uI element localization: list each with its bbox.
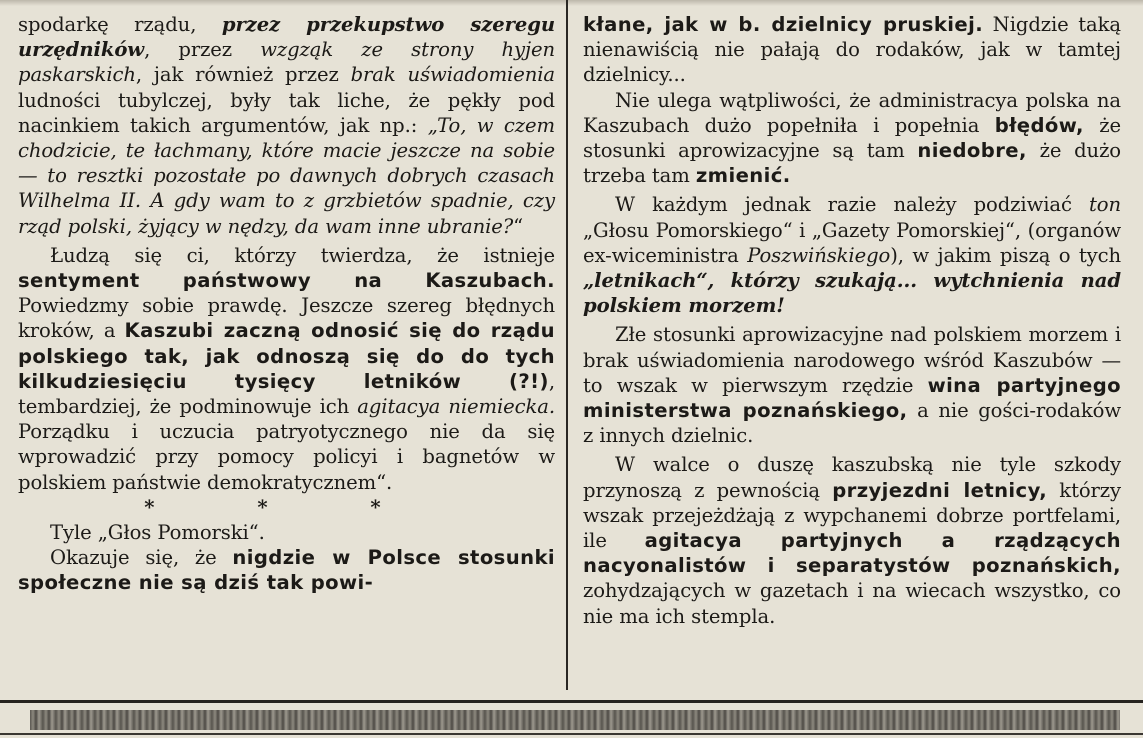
top-header-remnant bbox=[0, 0, 1143, 6]
text-run: “ bbox=[513, 214, 524, 238]
italic-text-run: wzgząk ze strony hyjen paskarskich bbox=[18, 38, 555, 87]
text-run: że stosunki aprowizacyjne są tam bbox=[583, 113, 1121, 163]
text-run: Nigdzie taką nienawiścią nie pałają do rodaków, jak w tamtej dzielnicy... bbox=[583, 13, 1121, 87]
bottom-ornament-band bbox=[30, 710, 1120, 730]
text-run: spodarkę rządu, bbox=[18, 13, 222, 36]
text-run: W każdym jednak razie należy podziwiać bbox=[615, 193, 1089, 217]
text-run: , jak również przez bbox=[135, 63, 351, 87]
bold-text-run: przyjezdni letnicy, bbox=[832, 478, 1048, 502]
text-run: , tembardziej, że podminowuje ich bbox=[18, 369, 555, 419]
column-divider bbox=[566, 0, 568, 690]
text-run: Złe stosunki aprowizacyjne nad polskiem morzem i brak uświadomienia narodowego wśród Kaszubów — to wszak w pierwszym rzędzie bbox=[583, 323, 1121, 397]
left-paragraph-3: Tyle „Głos Pomorski“. bbox=[50, 521, 265, 545]
text-run: „Głosu Pomorskiego“ i „Gazety Pomorskiej“, (organów ex-wiceministra bbox=[583, 218, 1121, 267]
italic-text-run: Poszwińskiego bbox=[747, 243, 891, 267]
right-paragraph-5 bbox=[583, 452, 1121, 628]
right-paragraph-1 bbox=[583, 12, 1121, 88]
left-column bbox=[18, 12, 555, 596]
section-separator-stars: * * * bbox=[144, 495, 429, 519]
text-run: Powiedzmy sobie prawdę. Jeszcze szereg błędnych kroków, a bbox=[18, 294, 555, 343]
bottom-rule-bottom bbox=[0, 733, 1143, 735]
right-paragraph-4 bbox=[583, 322, 1121, 448]
bold-text-run: niedobre, bbox=[917, 139, 1027, 163]
bold-text-run: kłane, jak w b. dzielnicy pruskiej. bbox=[583, 13, 984, 36]
italic-text-run: przez przekupstwo szeregu urzędników bbox=[18, 13, 556, 62]
italic-text-run: brak uświadomienia bbox=[350, 63, 555, 87]
bold-text-run: Kaszubi zaczną odnosić się do rządu polskiego tak, jak odnoszą się do do tych kilkudziesięciu tysięcy letników (?!) bbox=[18, 319, 555, 393]
text-run: ), w jakim piszą o tych bbox=[890, 243, 1121, 267]
right-column bbox=[583, 12, 1121, 629]
italic-text-run: „letnikach“, którzy szukają... wytchnienia nad polskiem morzem! bbox=[583, 269, 1121, 318]
italic-text-run: ton bbox=[1089, 193, 1121, 217]
text-run: Łudzą się ci, którzy twierdza, że istnieje bbox=[50, 243, 555, 267]
bold-text-run: agitacya partyjnych a rządzących nacyonalistów i separatystów poznańskich, bbox=[583, 529, 1121, 578]
italic-text-run: „To, w czem chodzicie, te łachmany, które macie jeszcze na sobie — to resztki pozostałe po dawnych dobrych czasach Wilhelma II. A gdy wam to z grzbietów spadnie, czy rząd polski, żyjący w nędzy, da wam inne ubranie? bbox=[18, 113, 555, 238]
left-paragraph-4 bbox=[18, 545, 555, 595]
text-run: a nie gości-rodaków z innych dzielnic. bbox=[583, 399, 1121, 448]
bottom-rule-top bbox=[0, 700, 1143, 703]
right-paragraph-3 bbox=[583, 192, 1121, 318]
text-run: zohydzających w gazetach i na wiecach wszystko, co nie ma ich stempla. bbox=[583, 579, 1121, 628]
bold-text-run: błędów, bbox=[994, 113, 1084, 137]
bold-text-run: zmienić. bbox=[695, 164, 791, 188]
bold-text-run: nigdzie w Polsce stosunki społeczne nie są dziś tak powi- bbox=[18, 546, 555, 595]
left-paragraph-2 bbox=[18, 243, 555, 495]
text-run: , przez bbox=[144, 38, 261, 62]
text-run: ludności tubylczej, były tak liche, że pękły pod nacinkiem takich argumentów, jak np.: bbox=[18, 88, 555, 137]
bold-text-run: sentyment państwowy na Kaszubach. bbox=[18, 269, 555, 293]
text-run: Okazuje się, że bbox=[50, 546, 233, 570]
text-run: że dużo trzeba tam bbox=[583, 139, 1121, 188]
text-run: Nie ulega wątpliwości, że administracya polska na Kaszubach dużo popełniła i popełnia bbox=[583, 88, 1121, 137]
text-run: W walce o duszę kaszubską nie tyle szkody przynoszą z pewnością bbox=[583, 453, 1121, 502]
left-paragraph-1 bbox=[18, 12, 555, 239]
text-run: Porządku i uczucia patryotycznego nie da się wprowadzić przy pomocy policyi i bagnetów w polskiem państwie demokratycznem“. bbox=[18, 420, 555, 494]
bold-text-run: wina partyjnego ministerstwa poznańskiego, bbox=[583, 373, 1121, 423]
italic-text-run: agitacya niemiecka. bbox=[357, 395, 555, 419]
text-run: którzy wszak przejeżdżają z wypchanemi dobrze portfelami, ile bbox=[583, 478, 1121, 553]
right-paragraph-2 bbox=[583, 88, 1121, 189]
